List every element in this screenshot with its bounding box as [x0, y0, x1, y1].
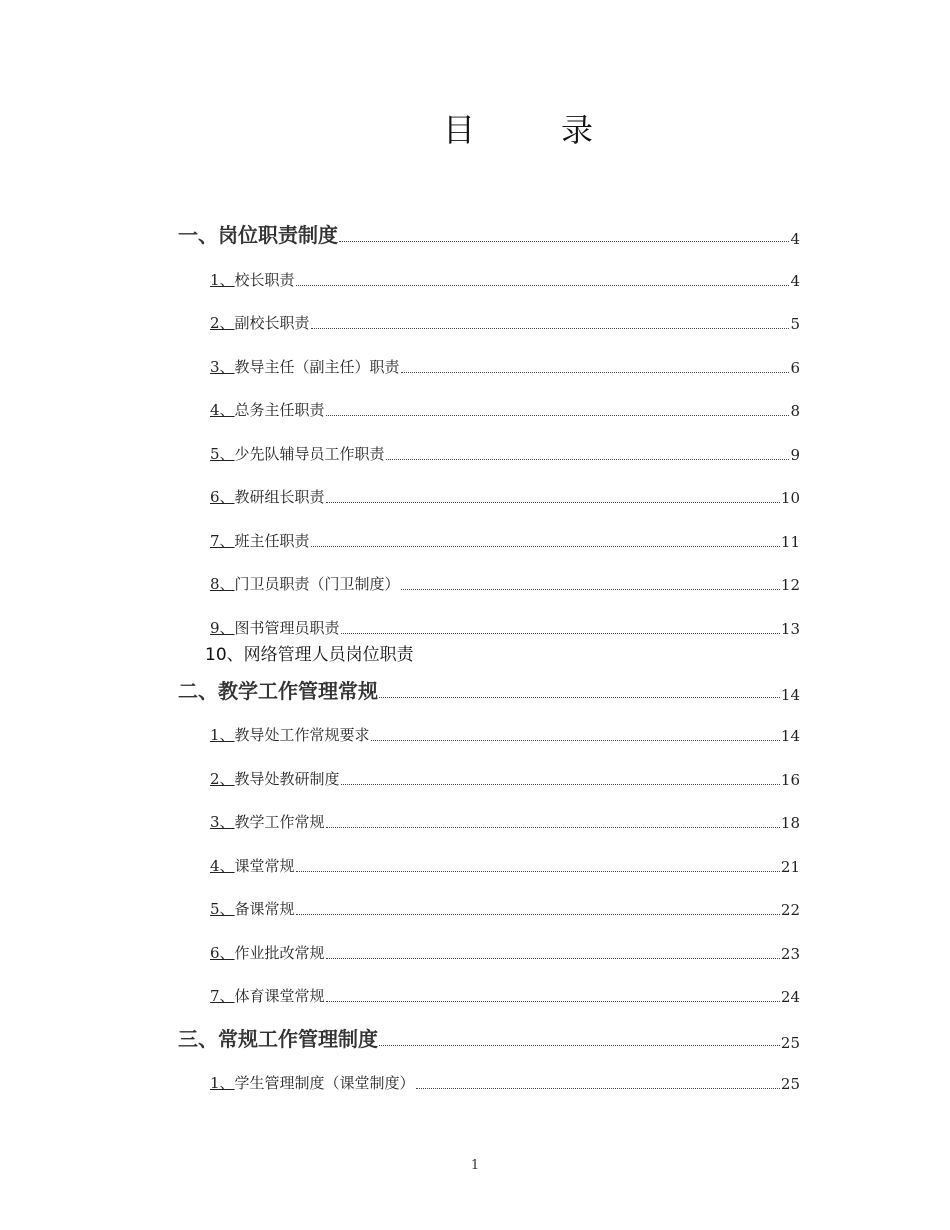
toc-page-number: 5: [790, 315, 800, 333]
toc-item[interactable]: [210, 529, 800, 551]
toc-item-label: 教研组长职责: [234, 488, 325, 506]
toc-section-2[interactable]: [178, 676, 800, 704]
toc-item[interactable]: [210, 941, 800, 963]
toc-item[interactable]: [210, 810, 800, 832]
toc-item-number: 5、: [210, 900, 235, 918]
dot-leader: [296, 870, 780, 872]
dot-leader: [326, 957, 780, 959]
toc-item-label: 副校长职责: [234, 314, 310, 332]
toc-item[interactable]: [210, 485, 800, 507]
toc-item[interactable]: [210, 311, 800, 333]
toc-item-label: 课堂常规: [234, 857, 295, 875]
toc-item-label: 总务主任职责: [234, 401, 325, 419]
dot-leader: [339, 240, 789, 242]
toc-item-number: 1、: [210, 271, 235, 289]
page-title: [443, 108, 593, 152]
toc-item-number: 5、: [210, 445, 235, 463]
toc-item-number: 4、: [210, 857, 235, 875]
dot-leader: [326, 1000, 780, 1002]
toc-page-number: 13: [780, 620, 800, 638]
toc-item-label: 少先队辅导员工作职责: [234, 445, 385, 463]
toc-page-number: 25: [780, 1034, 800, 1052]
toc-item-number: 2、: [210, 314, 235, 332]
dot-leader: [326, 414, 790, 416]
dot-leader: [341, 632, 780, 634]
toc-item-plain: 10、网络管理人员岗位职责: [205, 645, 414, 665]
toc-item-number: 4、: [210, 401, 235, 419]
toc-item-number: 8、: [210, 575, 235, 593]
title-char-1: 目: [443, 111, 476, 149]
toc-item-number: 6、: [210, 944, 235, 962]
dot-leader: [401, 588, 780, 590]
toc-item-number: 7、: [210, 987, 235, 1005]
toc-page-number: 12: [780, 576, 800, 594]
dot-leader: [386, 458, 790, 460]
toc-page-number: 14: [780, 686, 800, 704]
toc-item-label: 校长职责: [234, 271, 295, 289]
toc-item[interactable]: [210, 398, 800, 420]
dot-leader: [379, 696, 780, 698]
toc-item-label: 教导处工作常规要求: [234, 726, 370, 744]
toc-item-number: 2、: [210, 770, 235, 788]
toc-page-number: 23: [780, 945, 800, 963]
dot-leader: [326, 826, 780, 828]
toc-item-number: 3、: [210, 813, 235, 831]
dot-leader: [401, 371, 790, 373]
toc-section-label: 二、教学工作管理常规: [178, 679, 378, 703]
toc-item-number: 3、: [210, 358, 235, 376]
toc-page-number: 16: [780, 771, 800, 789]
toc-item-label: 作业批改常规: [234, 944, 325, 962]
toc-item-label: 备课常规: [234, 900, 295, 918]
toc-item[interactable]: [210, 1071, 800, 1093]
dot-leader: [371, 739, 780, 741]
toc-item-label: 门卫员职责（门卫制度）: [234, 575, 400, 593]
toc-item-label: 体育课堂常规: [234, 987, 325, 1005]
toc-item[interactable]: [210, 854, 800, 876]
toc-item[interactable]: [210, 268, 800, 290]
toc-item-number: 6、: [210, 488, 235, 506]
toc-item[interactable]: [210, 767, 800, 789]
toc-page-number: 11: [780, 533, 800, 551]
toc-item-number: 1、: [210, 1074, 235, 1092]
toc-item-number: 1、: [210, 726, 235, 744]
toc-item[interactable]: [210, 723, 800, 745]
toc-section-label: 三、常规工作管理制度: [178, 1027, 378, 1051]
toc-page-number: 6: [790, 359, 800, 377]
dot-leader: [416, 1087, 780, 1089]
toc-item-number: 7、: [210, 532, 235, 550]
title-char-2: 录: [560, 111, 593, 149]
toc-page-number: 4: [790, 272, 800, 290]
toc-item[interactable]: [210, 355, 800, 377]
dot-leader: [311, 545, 780, 547]
toc-page-number: 4: [790, 230, 800, 248]
toc-section-label: 一、岗位职责制度: [178, 223, 338, 247]
toc-page-number: 18: [780, 814, 800, 832]
toc-page-number: 14: [780, 727, 800, 745]
toc-section-1[interactable]: [178, 220, 800, 248]
toc-item[interactable]: [210, 442, 800, 464]
toc-page-number: 25: [780, 1075, 800, 1093]
toc-item[interactable]: [210, 572, 800, 594]
toc-item[interactable]: [210, 616, 800, 638]
page-number-footer: 1: [470, 1158, 480, 1173]
dot-leader: [296, 284, 790, 286]
toc-page-number: 9: [790, 446, 800, 464]
toc-page-number: 10: [780, 489, 800, 507]
toc-item-number: 9、: [210, 619, 235, 637]
dot-leader: [379, 1044, 780, 1046]
toc-item-label: 教导主任（副主任）职责: [234, 358, 400, 376]
toc-page-number: 8: [790, 402, 800, 420]
toc-item-label: 图书管理员职责: [234, 619, 340, 637]
toc-item[interactable]: [210, 984, 800, 1006]
dot-leader: [326, 501, 780, 503]
toc-item-label: 班主任职责: [234, 532, 310, 550]
toc-item-label: 教导处教研制度: [234, 770, 340, 788]
dot-leader: [296, 913, 780, 915]
toc-page-number: 22: [780, 901, 800, 919]
toc-item-label: 教学工作常规: [234, 813, 325, 831]
toc-page-number: 21: [780, 858, 800, 876]
dot-leader: [341, 783, 780, 785]
toc-item[interactable]: [210, 897, 800, 919]
toc-section-3[interactable]: [178, 1024, 800, 1052]
toc-page-number: 24: [780, 988, 800, 1006]
dot-leader: [311, 327, 790, 329]
toc-item-label: 学生管理制度（课堂制度）: [234, 1074, 415, 1092]
